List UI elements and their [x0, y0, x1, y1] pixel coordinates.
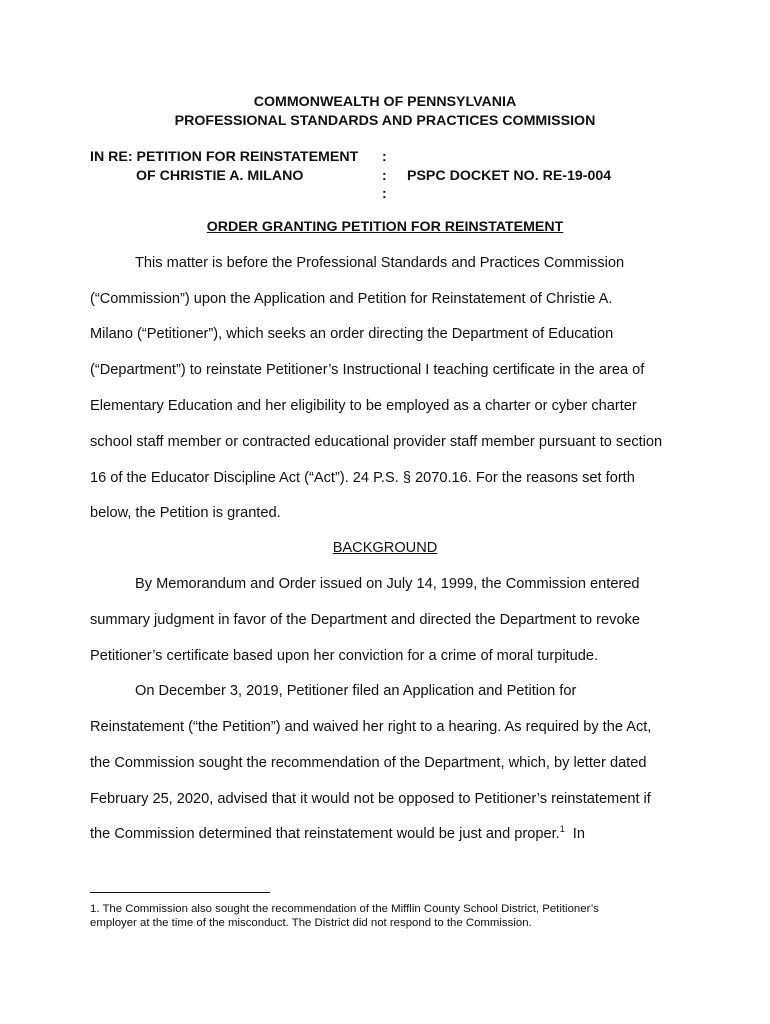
footnote [90, 902, 690, 930]
paragraph1-line: This matter is before the Professional Standards and Practices Commission [135, 255, 625, 271]
paragraph3-line: On December 3, 2019, Petitioner filed an Application and Petition for [135, 683, 577, 699]
paragraph2-line: summary judgment in favor of the Department and directed the Department to revoke [90, 612, 640, 628]
paragraph3-last-continuation: In [564, 826, 585, 842]
caption-colon-2: : [382, 168, 387, 184]
paragraph3-last-text: the Commission determined that reinstatement would be just and proper. [90, 826, 560, 842]
footnote-divider [90, 892, 270, 893]
paragraph2-line: Petitioner’s certificate based upon her conviction for a crime of moral turpitude. [90, 648, 599, 664]
paragraph3-line: the Commission sought the recommendation of the Department, which, by letter dated [90, 755, 647, 771]
caption-colon-1: : [382, 149, 387, 165]
heading-commonwealth: COMMONWEALTH OF PENNSYLVANIA [253, 94, 517, 110]
footnote-line: 1. The Commission also sought the recommendation of the Mifflin County School District, Petitioner’s [90, 903, 599, 915]
footnote-marker[interactable]: 1 [559, 824, 565, 834]
paragraph1-line: Elementary Education and her eligibility to be employed as a charter or cyber charter [90, 398, 637, 414]
paragraph3-line: February 25, 2020, advised that it would not be opposed to Petitioner’s reinstatement if [90, 791, 651, 807]
paragraph1-line: school staff member or contracted educational provider staff member pursuant to section [90, 434, 663, 450]
heading-commission: PROFESSIONAL STANDARDS AND PRACTICES COMMISSION [174, 113, 596, 129]
background-heading: BACKGROUND [332, 540, 438, 556]
caption-in-re-line2: OF CHRISTIE A. MILANO [136, 168, 304, 184]
footnote-line: employer at the time of the misconduct. The District did not respond to the Commission. [90, 917, 532, 929]
paragraph1-line: below, the Petition is granted. [90, 505, 281, 521]
caption-colon-3: : [382, 186, 387, 202]
caption-in-re-line1: IN RE: PETITION FOR REINSTATEMENT [90, 149, 359, 165]
paragraph2-line: By Memorandum and Order issued on July 14, 1999, the Commission entered [135, 576, 640, 592]
paragraph1-line: (“Commission”) upon the Application and Petition for Reinstatement of Christie A. [90, 291, 613, 307]
paragraph3-line: Reinstatement (“the Petition”) and waived her right to a hearing. As required by the Act, [90, 719, 652, 735]
paragraph1-line: (“Department”) to reinstate Petitioner’s Instructional I teaching certificate in the area of [90, 362, 645, 378]
paragraph1-line: 16 of the Educator Discipline Act (“Act”). 24 P.S. § 2070.16. For the reasons set forth [90, 470, 635, 486]
paragraph3-last-line [90, 826, 585, 842]
order-title: ORDER GRANTING PETITION FOR REINSTATEMENT [206, 219, 564, 235]
paragraph1-line: Milano (“Petitioner”), which seeks an order directing the Department of Education [90, 326, 614, 342]
docket-number: PSPC DOCKET NO. RE-19-004 [407, 168, 612, 184]
